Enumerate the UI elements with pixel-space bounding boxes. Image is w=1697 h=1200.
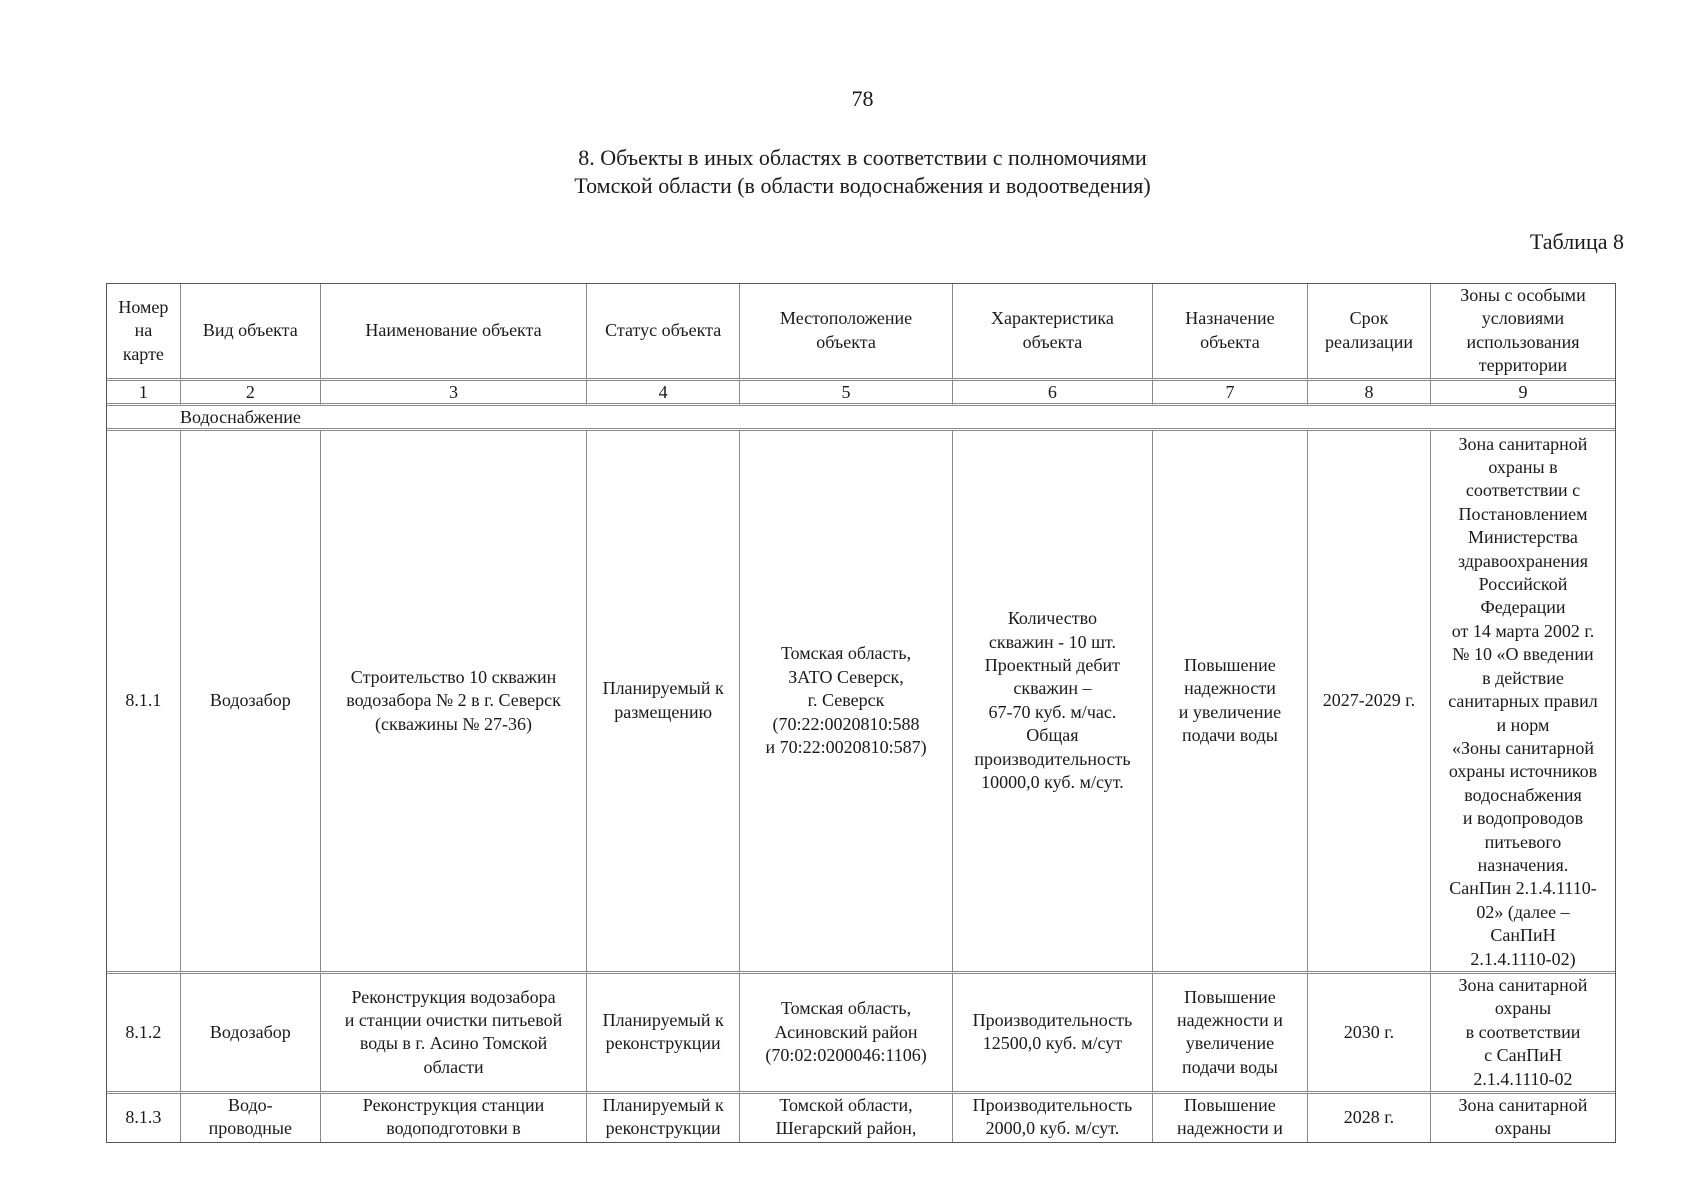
table-row: [107, 431, 1615, 974]
object-purpose-cell: Повышение надежности и увеличение подачи воды: [1153, 431, 1308, 974]
header-cell: Назначение объекта: [1153, 284, 1308, 381]
object-type-cell: Водозабор: [181, 431, 321, 974]
header-cell: Срок реализации: [1308, 284, 1431, 381]
table-label: Таблица 8: [1529, 229, 1624, 254]
object-characteristic-cell: Количество скважин - 10 шт. Проектный дебит скважин – 67-70 куб. м/час. Общая производительность 10000,0 куб. м/сут.: [953, 431, 1153, 974]
column-number-cell: 5: [740, 381, 953, 406]
column-number-cell: 7: [1153, 381, 1308, 406]
column-number-cell: 6: [953, 381, 1153, 406]
special-zone-cell: Зона санитарной охраны в соответствии с Постановлением Министерства здравоохранения Российской Федерации от 14 марта 2002 г. № 10 «О введении в действие санитарных правил и норм «Зоны санитарной охраны источников водоснабжения и водопроводов питьевого назначения. СанПин 2.1.4.1110- 02» (далее – СанПиН 2.1.4.1110-02): [1431, 431, 1615, 974]
section-row: [107, 406, 1615, 431]
page-title-line-1: 8. Объекты в иных областях в соответствии с полномочиями: [578, 145, 1147, 170]
header-cell: Вид объекта: [181, 284, 321, 381]
section-title: Водоснабжение: [107, 406, 1615, 431]
object-location-cell: Томская область, Асиновский район (70:02:0200046:1106): [740, 974, 953, 1094]
row-number-cell: 8.1.3: [107, 1094, 181, 1142]
column-number-cell: 2: [181, 381, 321, 406]
implementation-term-cell: 2027-2029 г.: [1308, 431, 1431, 974]
object-characteristic-cell: Производительность 2000,0 куб. м/сут.: [953, 1094, 1153, 1142]
column-number-cell: 9: [1431, 381, 1615, 406]
object-name-cell: Реконструкция станции водоподготовки в: [321, 1094, 587, 1142]
header-cell: Местоположение объекта: [740, 284, 953, 381]
special-zone-cell: Зона санитарной охраны в соответствии с СанПиН 2.1.4.1110-02: [1431, 974, 1615, 1094]
object-name-cell: Строительство 10 скважин водозабора № 2 в г. Северск (скважины № 27-36): [321, 431, 587, 974]
table-header-row: [107, 284, 1615, 381]
column-number-cell: 8: [1308, 381, 1431, 406]
object-location-cell: Томская область, ЗАТО Северск, г. Северск (70:22:0020810:588 и 70:22:0020810:587): [740, 431, 953, 974]
object-purpose-cell: Повышение надежности и увеличение подачи воды: [1153, 974, 1308, 1094]
column-number-cell: 1: [107, 381, 181, 406]
object-name-cell: Реконструкция водозабора и станции очистки питьевой воды в г. Асино Томской области: [321, 974, 587, 1094]
page-title: [0, 144, 1697, 200]
special-zone-cell: Зона санитарной охраны: [1458, 1095, 1588, 1139]
implementation-term-cell: 2030 г.: [1308, 974, 1431, 1094]
object-location-cell: Томской области, Шегарский район,: [740, 1094, 953, 1142]
header-cell: Статус объекта: [587, 284, 740, 381]
column-number-cell: 3: [321, 381, 587, 406]
object-type-cell: Водо- проводные: [181, 1094, 321, 1142]
implementation-term-cell: 2028 г.: [1308, 1094, 1431, 1142]
row-number-cell: 8.1.2: [107, 974, 181, 1094]
page-number: 78: [851, 86, 874, 111]
object-type-cell: Водозабор: [181, 974, 321, 1094]
object-characteristic-cell: Производительность 12500,0 куб. м/сут: [953, 974, 1153, 1094]
object-status-cell: Планируемый к размещению: [587, 431, 740, 974]
header-cell: Характеристика объекта: [953, 284, 1153, 381]
row-number-cell: 8.1.1: [107, 431, 181, 974]
objects-table: [106, 283, 1616, 1143]
column-number-cell: 4: [587, 381, 740, 406]
header-cell: Номер на карте: [107, 284, 181, 381]
header-cell: Наименование объекта: [321, 284, 587, 381]
page-title-line-2: Томской области (в области водоснабжения и водоотведения): [574, 173, 1151, 198]
table-row: [107, 1094, 1615, 1142]
table-row: [107, 974, 1615, 1094]
object-status-cell: Планируемый к реконструкции: [587, 974, 740, 1094]
header-cell: Зоны с особыми условиями использования территории: [1431, 284, 1615, 381]
object-purpose-cell: Повышение надежности и: [1153, 1094, 1308, 1142]
object-status-cell: Планируемый к реконструкции: [587, 1094, 740, 1142]
column-number-row: [107, 381, 1615, 406]
